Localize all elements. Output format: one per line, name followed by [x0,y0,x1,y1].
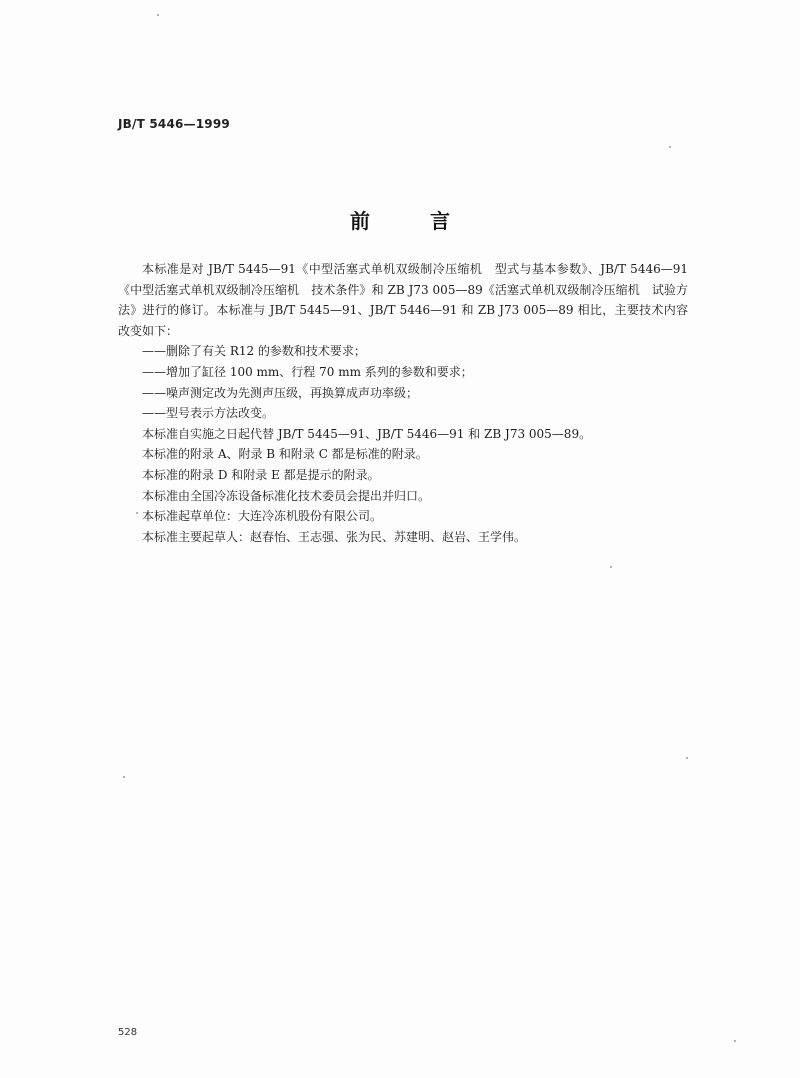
title-char-1: 前 [350,209,370,233]
appendix-informative-line: 本标准的附录 D 和附录 E 都是提示的附录。 [142,467,380,482]
scan-speck [136,512,138,514]
title-char-2: 言 [430,209,450,233]
change-item-3: ——噪声测定改为先测声压级，再换算成声功率级； [142,385,419,400]
scan-speck [123,776,125,778]
page-number: 528 [118,1027,138,1038]
replace-line: 本标准自实施之日起代替 JB/T 5445—91、JB/T 5446—91 和 ZB J73 005—89。 [142,426,592,441]
change-item-1: ——删除了有关 R12 的参数和技术要求； [142,344,366,359]
scan-speck [610,566,612,568]
page-title [0,205,800,234]
drafters-line: 本标准主要起草人：赵春怡、王志强、张为民、苏建明、赵岩、王学伟。 [142,529,527,544]
foreword-body [118,259,688,547]
scan-speck [669,146,671,148]
drafting-unit-line: 本标准起草单位：大连冷冻机股份有限公司。 [142,509,383,524]
intro-paragraph: 本标准是对 JB/T 5445—91《中型活塞式单机双级制冷压缩机 型式与基本参数》、JB/T 5446—91《中型活塞式单机双级制冷压缩机 技术条件》和 ZB J73 005—89《活塞式单机双级制冷压缩机 试验方法》进行的修订。本标准与 JB/T 5445—91、JB/T 5446—91 和 ZB J73 005—89 相比，主要技术内容改变如下： [118,262,688,338]
appendix-normative-line: 本标准的附录 A、附录 B 和附录 C 都是标准的附录。 [142,447,428,462]
standard-code: JB/T 5446—1999 [118,117,230,131]
scan-speck [157,14,159,16]
change-item-4: ——型号表示方法改变。 [142,406,275,421]
scan-speck [686,757,688,759]
scan-speck [734,1040,736,1042]
proposer-line: 本标准由全国冷冻设备标准化技术委员会提出并归口。 [142,488,431,503]
change-item-2: ——增加了缸径 100 mm、行程 70 mm 系列的参数和要求； [142,364,473,379]
